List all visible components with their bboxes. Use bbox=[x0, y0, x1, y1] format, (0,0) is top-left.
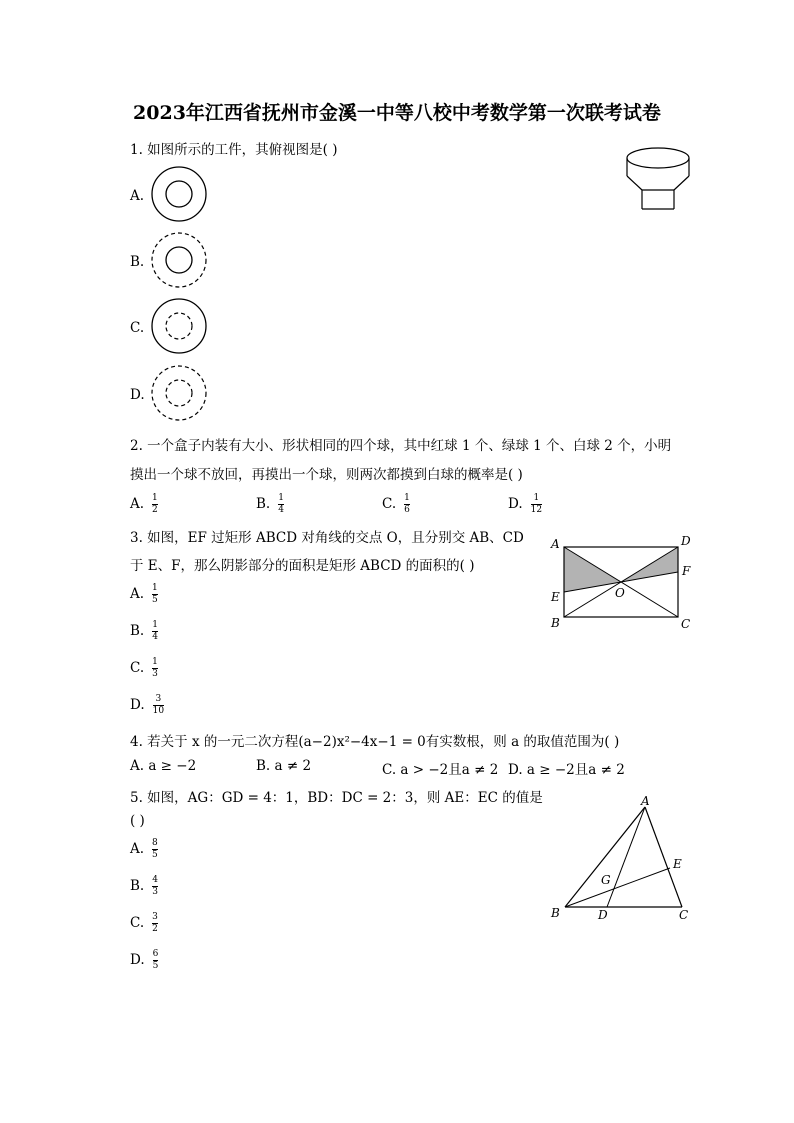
q1-option-c-figure bbox=[150, 298, 210, 356]
q3-label-f: F bbox=[682, 564, 691, 578]
question-5-line2: ( ) bbox=[130, 813, 145, 829]
q5-option-a-label: A. bbox=[130, 841, 145, 857]
q5-option-c-label: C. bbox=[130, 915, 145, 931]
page-title: 2023年江西省抚州市金溪一中等八校中考数学第一次联考试卷 bbox=[133, 102, 661, 124]
fraction-denominator: 4 bbox=[278, 505, 284, 515]
question-5-line1: 5. 如图，AG：GD = 4：1，BD：DC = 2：3，则 AE：EC 的值是 bbox=[130, 790, 543, 806]
fraction-numerator: 4 bbox=[152, 875, 158, 885]
fraction-numerator: 1 bbox=[278, 493, 284, 503]
q3-option-b-fraction bbox=[152, 620, 158, 643]
q5-option-c-fraction bbox=[152, 912, 158, 935]
q5-label-c: C bbox=[679, 908, 689, 922]
question-3-line1: 3. 如图，EF 过矩形 ABCD 对角线的交点 O，且分别交 AB、CD bbox=[130, 530, 524, 546]
q5-label-d: D bbox=[598, 908, 608, 922]
q2-option-c-label: C. bbox=[382, 496, 397, 512]
q5-option-a bbox=[130, 838, 158, 861]
q5-option-d-fraction bbox=[153, 949, 159, 972]
fraction-numerator: 1 bbox=[533, 493, 540, 503]
fraction-numerator: 1 bbox=[152, 493, 158, 503]
fraction-denominator: 2 bbox=[152, 505, 158, 515]
q1-option-c-label: C. bbox=[130, 320, 145, 336]
fraction-denominator: 4 bbox=[152, 632, 158, 642]
q2-option-a-label: A. bbox=[130, 496, 145, 512]
q2-option-a-fraction bbox=[152, 493, 158, 516]
q3-shaded-left bbox=[564, 547, 621, 592]
q3-option-b bbox=[130, 620, 158, 643]
q5-option-b-fraction bbox=[152, 875, 158, 898]
q1-option-a-figure bbox=[150, 166, 210, 224]
q3-option-c-label: C. bbox=[130, 660, 145, 676]
q3-option-d-label: D. bbox=[130, 697, 145, 713]
q2-option-c bbox=[382, 493, 410, 516]
q5-option-b bbox=[130, 875, 158, 898]
question-3-line2: 于 E、F，那么阴影部分的面积是矩形 ABCD 的面积的( ) bbox=[130, 558, 475, 574]
q3-option-a-label: A. bbox=[130, 586, 145, 602]
q4-option-a: A. a ≥ −2 bbox=[130, 758, 197, 774]
fraction-denominator: 5 bbox=[152, 850, 158, 860]
q5-option-d bbox=[130, 949, 158, 972]
fraction-numerator: 6 bbox=[152, 949, 159, 959]
q5-option-b-label: B. bbox=[130, 878, 145, 894]
fraction-denominator: 6 bbox=[404, 505, 410, 515]
q3-rectangle-figure bbox=[545, 530, 705, 635]
fraction-numerator: 1 bbox=[152, 657, 158, 667]
q1-workpiece-figure bbox=[620, 140, 700, 215]
fraction-denominator: 3 bbox=[152, 669, 158, 679]
q1-option-a-label: A. bbox=[130, 188, 145, 204]
q3-option-d bbox=[130, 694, 164, 717]
fraction-denominator: 5 bbox=[152, 961, 159, 971]
q2-option-b-fraction bbox=[278, 493, 284, 516]
fraction-denominator: 12 bbox=[530, 505, 543, 515]
q2-option-b bbox=[256, 493, 284, 516]
question-4-text: 4. 若关于 x 的一元二次方程(a−2)x²−4x−1 = 0有实数根，则 a 的取值范围为( ) bbox=[130, 734, 620, 750]
fraction-numerator: 3 bbox=[152, 912, 158, 922]
q1-option-b-figure bbox=[150, 232, 210, 290]
fraction-denominator: 10 bbox=[152, 706, 165, 716]
q1-option-d-label: D. bbox=[130, 387, 145, 403]
q2-option-d-label: D. bbox=[508, 496, 523, 512]
fraction-denominator: 3 bbox=[152, 887, 158, 897]
q5-option-d-label: D. bbox=[130, 952, 145, 968]
q3-option-a bbox=[130, 583, 158, 606]
question-1-text: 1. 如图所示的工件，其俯视图是( ) bbox=[130, 142, 338, 158]
q5-label-a: A bbox=[641, 794, 650, 808]
q4-option-b: B. a ≠ 2 bbox=[256, 758, 312, 774]
q3-option-c bbox=[130, 657, 158, 680]
fraction-numerator: 1 bbox=[404, 493, 410, 503]
q3-option-b-label: B. bbox=[130, 623, 145, 639]
q5-option-a-fraction bbox=[152, 838, 158, 861]
q4-option-c: C. a > −2且a ≠ 2 bbox=[382, 762, 499, 778]
q3-label-e: E bbox=[551, 590, 560, 604]
fraction-numerator: 3 bbox=[155, 694, 162, 704]
fraction-numerator: 1 bbox=[152, 620, 158, 630]
q3-option-c-fraction bbox=[152, 657, 158, 680]
fraction-numerator: 1 bbox=[152, 583, 158, 593]
q1-option-d-figure bbox=[150, 365, 210, 423]
q2-option-d bbox=[508, 493, 542, 516]
q2-option-b-label: B. bbox=[256, 496, 271, 512]
fraction-numerator: 8 bbox=[152, 838, 158, 848]
q3-option-d-fraction bbox=[153, 694, 164, 717]
q3-label-o: O bbox=[615, 586, 625, 600]
fraction-denominator: 2 bbox=[152, 924, 158, 934]
q2-option-d-fraction bbox=[531, 493, 542, 516]
q5-label-e: E bbox=[673, 857, 682, 871]
q3-label-b: B bbox=[551, 616, 560, 630]
q5-label-b: B bbox=[551, 906, 560, 920]
q4-option-d: D. a ≥ −2且a ≠ 2 bbox=[508, 762, 625, 778]
q3-label-a: A bbox=[551, 537, 560, 551]
q3-option-a-fraction bbox=[152, 583, 158, 606]
q1-option-b-label: B. bbox=[130, 254, 145, 270]
question-2-line1: 2. 一个盒子内装有大小、形状相同的四个球，其中红球 1 个、绿球 1 个、白球 2 个，小明 bbox=[130, 438, 672, 454]
q5-label-g: G bbox=[601, 873, 611, 887]
q5-option-c bbox=[130, 912, 158, 935]
q5-triangle-figure bbox=[545, 795, 705, 930]
q2-option-a bbox=[130, 493, 158, 516]
q2-option-c-fraction bbox=[404, 493, 410, 516]
q3-label-d: D bbox=[681, 534, 691, 548]
q3-label-c: C bbox=[681, 617, 691, 631]
question-2-line2: 摸出一个球不放回，再摸出一个球，则两次都摸到白球的概率是( ) bbox=[130, 467, 523, 483]
fraction-denominator: 5 bbox=[152, 595, 158, 605]
